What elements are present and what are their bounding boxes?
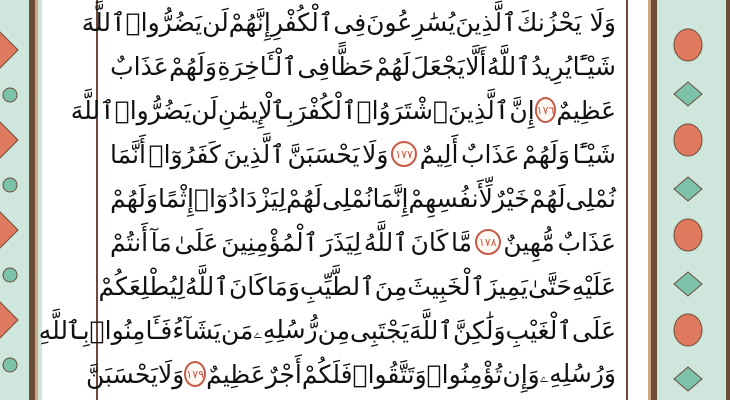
word: شَيْـًٔا: [572, 51, 616, 81]
text-line-6: [110, 220, 616, 264]
word: يَجْتَبِى: [350, 315, 410, 345]
word: لِيَزْدَادُوٓا۟: [193, 183, 287, 213]
word: ٱشْتَرَوُا۟: [356, 95, 448, 125]
ayah-marker: ١٧٧: [391, 141, 417, 167]
word: مُّهِينٌ: [503, 227, 555, 257]
text-line-8: [38, 308, 616, 352]
word: مَن: [220, 315, 254, 345]
word: لَهُمْ: [374, 51, 411, 81]
word: نُمْلِى: [565, 183, 616, 213]
word: خَيْرٌ: [492, 183, 530, 213]
word: لَهُمْ: [286, 183, 322, 213]
word: حَتَّىٰ: [528, 271, 572, 301]
right-inner-rule: [626, 0, 628, 400]
word: عَلَىٰ: [174, 227, 219, 257]
word: بِٱلْإِيمَٰنِ: [217, 95, 295, 125]
word: ٱلَّذِينَ: [455, 7, 517, 37]
word: يَشَآءُ: [172, 315, 221, 345]
word: نُمْلِى: [321, 183, 373, 213]
word: فِى: [297, 51, 331, 81]
word: مَآ: [150, 227, 172, 257]
word: فَلَكُمْ: [301, 359, 353, 389]
word: أَلَّا: [465, 51, 487, 81]
word: وَلَا: [158, 359, 185, 389]
word: وَلَا يَحْزُنكَ: [516, 7, 616, 37]
word: إِنَّهُمْ: [228, 7, 271, 37]
word: يَحْسَبَنَّ: [287, 139, 360, 169]
word: ٱلْكُفْرَ: [294, 95, 357, 125]
word: شَيْـًٔا: [572, 139, 616, 169]
word: مِنَ: [374, 271, 408, 301]
word: عَذَابٌ: [110, 51, 169, 81]
word: إِثْمًا: [157, 183, 194, 213]
word: ٱللَّهَ: [81, 7, 126, 37]
word: يَضُرُّوا۟: [114, 95, 192, 125]
word: مِن: [317, 315, 351, 345]
word: ٱلْـَٔاخِرَةِ: [217, 51, 297, 81]
ayah-marker: ١٧٦: [535, 97, 557, 123]
right-ornamental-border: [648, 0, 730, 400]
word: ٱلطَّيِّبِ: [299, 271, 375, 301]
word: بِٱللَّهِ: [38, 315, 90, 345]
word: يُرِيدُ: [531, 51, 573, 81]
word: كَانَ: [228, 271, 267, 301]
word: وَتَتَّقُوا۟: [352, 359, 427, 389]
word: يَضُرُّوا۟: [125, 7, 203, 37]
ayah-marker: ١٧٨: [475, 229, 501, 255]
word: ٱللَّهَ: [409, 315, 454, 345]
word: يَمِيزَ: [485, 271, 529, 301]
word: عَذَابٌ: [557, 227, 616, 257]
text-line-4: [110, 132, 616, 176]
word: ٱلْمُؤْمِنِينَ: [221, 227, 319, 257]
text-line-7: [98, 264, 616, 308]
word: حَظًّا: [330, 51, 375, 81]
word: يَجْعَلَ: [410, 51, 465, 81]
word: يُسَٰرِعُونَ: [366, 7, 456, 37]
word: وَلَهُمْ: [110, 183, 158, 213]
word: وَرُسُلِهِۦ: [539, 359, 616, 388]
word: أَنتُمْ: [110, 227, 149, 257]
word: لِّأَنفُسِهِمْ: [408, 183, 493, 213]
word: ٱلْخَبِيثَ: [407, 271, 486, 301]
word: رُّسُلِهِۦ: [253, 315, 318, 344]
word: ٱلْكُفْرِ: [270, 7, 334, 37]
left-ornamental-border: [0, 0, 42, 400]
word: وَلَهُمْ: [522, 139, 570, 169]
word: ٱللَّهُ: [486, 51, 531, 81]
word: يَحْسَبَنَّ: [86, 359, 158, 389]
word: عَظِيمٌ: [556, 95, 616, 125]
word: ٱلْغَيْبِ: [505, 315, 572, 345]
text-line-9: [86, 352, 616, 396]
word: مَّا: [451, 227, 473, 257]
word: وَإِن: [502, 359, 540, 389]
word: لَن: [191, 95, 218, 125]
word: وَلَا: [362, 139, 389, 169]
word: إِنَّمَا: [372, 183, 409, 213]
word: أَجْرٌ: [265, 359, 302, 389]
word: تُؤْمِنُوا۟: [426, 359, 503, 389]
text-panel: [38, 0, 626, 400]
word: ٱللَّهُ: [363, 227, 408, 257]
word: لِيُطْلِعَكُمْ: [98, 271, 185, 301]
word: وَلَٰكِنَّ: [453, 315, 506, 345]
word: كَانَ: [410, 227, 449, 257]
word: ٱلَّذِينَ: [447, 95, 510, 125]
text-line-2: [110, 44, 616, 88]
word: أَلِيمٌ: [419, 139, 459, 169]
word: ٱللَّهَ: [70, 95, 115, 125]
word: ٱلَّذِينَ: [223, 139, 285, 169]
word: وَمَا: [266, 271, 300, 301]
word: فِى: [333, 7, 367, 37]
word: عَظِيمٌ: [206, 359, 266, 389]
ayah-marker: ١٧٩: [184, 361, 206, 387]
word: إِنَّ: [509, 95, 535, 125]
text-line-3: [70, 88, 616, 132]
word: عَلَى: [571, 315, 616, 345]
text-line-1: [81, 0, 616, 44]
word: كَفَرُوٓا۟: [148, 139, 221, 169]
word: ٱللَّهُ: [184, 271, 229, 301]
text-line-5: [110, 176, 616, 220]
word: لَن: [202, 7, 229, 37]
word: عَذَابٌ: [460, 139, 520, 169]
word: عَلَيْهِ: [571, 271, 616, 301]
word: وَلَهُمْ: [169, 51, 217, 81]
word: فَـَٔامِنُوا۟: [89, 315, 173, 345]
word: لَهُمْ: [529, 183, 566, 213]
word: لِيَذَرَ: [320, 227, 362, 257]
word: أَنَّمَا: [110, 139, 146, 169]
